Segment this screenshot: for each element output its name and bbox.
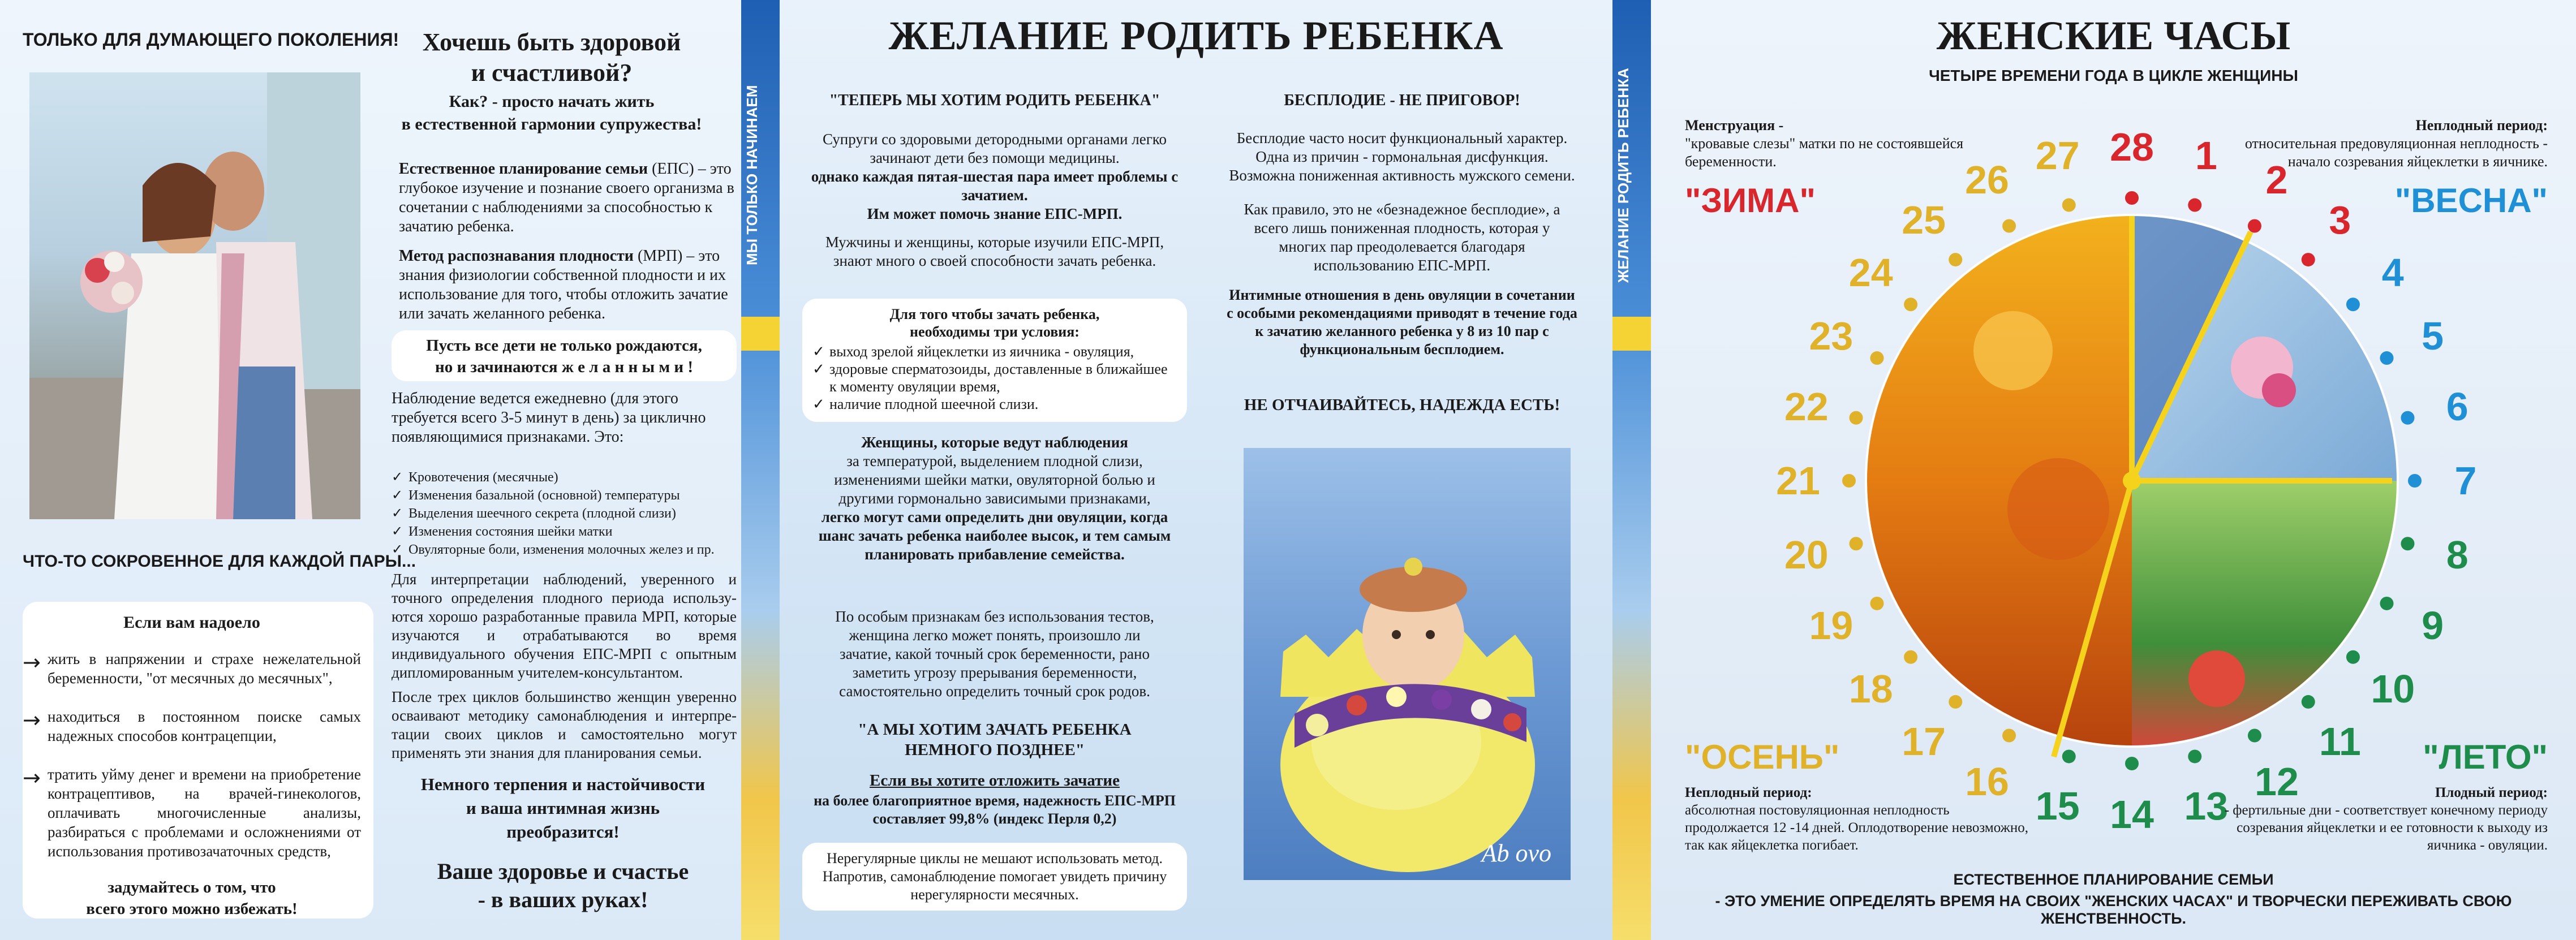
clock-number: 3 bbox=[2329, 197, 2351, 242]
clock-dot bbox=[1870, 597, 1884, 610]
later-line1: "А МЫ ХОТИМ ЗАЧАТЬ РЕБЕНКА bbox=[858, 721, 1132, 739]
clock-dot bbox=[2188, 199, 2201, 212]
clock-dot bbox=[2401, 537, 2414, 550]
clock-number: 21 bbox=[1776, 459, 1820, 503]
clock-dot bbox=[2002, 728, 2016, 742]
after-cycles-text: После трех циклов большинство женщин уверенно осваивают методику самонаблюдения и интерпре-тации своих циклов и самостоятельно могут применять эти знания для планирования семьи. bbox=[392, 688, 737, 761]
mrp-term: Метод распознавания плодности bbox=[399, 247, 634, 265]
tired-card bbox=[23, 602, 373, 919]
panel3-title: ЖЕНСКИЕ ЧАСЫ bbox=[1936, 13, 2291, 58]
summer-label: "ЛЕТО" bbox=[2423, 738, 2548, 776]
side-strip-1 bbox=[741, 0, 780, 940]
winter-label: "ЗИМА" bbox=[1685, 182, 1816, 219]
eps-abbr: (ЕПС) bbox=[648, 160, 694, 178]
mrp-definition bbox=[399, 247, 738, 324]
clock-dot bbox=[2062, 199, 2076, 212]
clock-number: 24 bbox=[1848, 251, 1893, 295]
panel-healthy-life bbox=[0, 0, 741, 940]
couple-photo bbox=[29, 72, 360, 519]
think-line1: задумайтесь о том, что bbox=[107, 878, 276, 896]
interpretation-text: Для интерпретации наблюдений, уверенного и точного определения плодного периода использу-ются хорошо разработанные правила МРП, которые изучаются и отрабатываются во время индивидуального обучения ЕПС-МРП с опытным дипломированным учителем-консультантом. bbox=[392, 571, 737, 681]
clock-number: 15 bbox=[2035, 784, 2080, 829]
panel1-title-line2: и счастливой? bbox=[471, 59, 633, 87]
women-text: за температурой, выделением плодной слизи, изменениями шейки матки, овуляторной болью и другими гормонально зависимыми признаками, bbox=[834, 452, 1155, 507]
clock-number: 6 bbox=[2446, 384, 2469, 429]
patience-line1: Немного терпения и настойчивости bbox=[420, 774, 706, 794]
clock-number: 19 bbox=[1809, 603, 1853, 648]
clock-number: 28 bbox=[2110, 125, 2154, 169]
early-title: Неплодный период: bbox=[2415, 117, 2548, 133]
women-bold: Женщины, которые ведут наблюдения bbox=[861, 434, 1128, 451]
sign-item: ✓ Изменения базальной (основной) температуры bbox=[392, 486, 737, 505]
clock-number: 18 bbox=[1848, 666, 1893, 711]
conditions-title-2: необходимы три условия: bbox=[910, 324, 1080, 340]
postpone-text: на более благоприятное время, надежность ЕПС-МРП составляет 99,8% (индекс Перля 0,2) bbox=[814, 792, 1176, 827]
couples-paragraph bbox=[808, 130, 1181, 223]
panel-womens-clock bbox=[1651, 0, 2576, 940]
signs-list bbox=[392, 468, 737, 559]
clock-dot bbox=[2401, 411, 2414, 425]
mrp-text: – это знания физиологии собственной плодности и их использование для того, чтобы отложить зачатие или зачать желанного ребенка. bbox=[399, 247, 728, 322]
clock-dot bbox=[2302, 253, 2315, 266]
clock-number: 27 bbox=[2035, 133, 2080, 178]
sign-item: ✓ Изменения состояния шейки матки bbox=[392, 523, 737, 541]
sign-item: ✓ Овуляторные боли, изменения молочных желез и пр. bbox=[392, 541, 737, 559]
fertile-note bbox=[2208, 784, 2548, 854]
clock-dot bbox=[2302, 695, 2315, 709]
clock-number: 23 bbox=[1809, 314, 1853, 358]
strip1-text: МЫ ТОЛЬКО НАЧИНАЕМ bbox=[743, 85, 760, 266]
men-women-text: Мужчины и женщины, которые изучили ЕПС-МРП, знают много о своей способности зачать ребенка. bbox=[825, 234, 1164, 269]
health-line2: - в ваших руках! bbox=[478, 887, 648, 912]
conditions-card bbox=[802, 299, 1187, 422]
special-signs-text: По особым признакам без использования тестов, женщина легко может понять, произошло ли зачатие, какой точный срок беременности, рано заметить угрозу прерывания беременности, самостоятельно определить точный срок родов. bbox=[835, 608, 1154, 700]
infertility-text-1: Бесплодие часто носит функциональный характер. Одна из причин - гормональная дисфункция. Возможна пониженная активность мужского семени. bbox=[1229, 130, 1575, 184]
spring-label: "ВЕСНА" bbox=[2394, 182, 2548, 219]
strip2-text: ЖЕЛАНИЕ РОДИТЬ РЕБЕНКА bbox=[1615, 68, 1632, 283]
conditions-title-1: Для того чтобы зачать ребенка, bbox=[889, 306, 1100, 322]
clock-dot bbox=[1904, 297, 1917, 311]
panel1-top-heading: ТОЛЬКО ДЛЯ ДУМАЮЩЕГО ПОКОЛЕНИЯ! bbox=[23, 29, 399, 50]
infertility-heading: БЕСПЛОДИЕ - НЕ ПРИГОВОР! bbox=[1284, 92, 1520, 109]
clock-number: 11 bbox=[2319, 719, 2361, 764]
footer-line1: ЕСТЕСТВЕННОЕ ПЛАНИРОВАНИЕ СЕМЬИ bbox=[1953, 871, 2274, 888]
photo-signature: Ab ovo bbox=[1481, 839, 1551, 867]
fertile-text: - фертильные дни - соответствует конечному периоду созревания яйцеклетки и ее готовности к выходу из яичника - овуляции. bbox=[2224, 803, 2548, 853]
clock-dot bbox=[2408, 474, 2422, 488]
clock-dot bbox=[2062, 749, 2076, 763]
clock-number: 4 bbox=[2381, 251, 2404, 295]
clock-number: 17 bbox=[1902, 719, 1946, 764]
footer-line2: - ЭТО УМЕНИЕ ОПРЕДЕЛЯТЬ ВРЕМЯ НА СВОИХ "ЖЕНСКИХ ЧАСАХ" И ТВОРЧЕСКИ ПЕРЕЖИВАТЬ СВОЮ ЖЕНСТВЕННОСТЬ. bbox=[1715, 892, 2512, 927]
menstr-title: Менструация - bbox=[1685, 117, 1784, 133]
clock-number: 26 bbox=[1965, 158, 2009, 202]
condition-item: ✓ здоровые сперматозоиды, доставленные в ближайшее к моменту овуляции время, bbox=[812, 360, 1177, 395]
sign-item: ✓ Кровотечения (месячные) bbox=[392, 468, 737, 486]
clock-number: 1 bbox=[2195, 133, 2217, 178]
eps-definition bbox=[399, 159, 738, 236]
later-line2: НЕМНОГО ПОЗДНЕЕ" bbox=[905, 741, 1085, 759]
couples-text-a: Супруги со здоровыми детородными органами легко зачинают дети без помощи медицины. bbox=[822, 131, 1167, 166]
panel2-title: ЖЕЛАНИЕ РОДИТЬ РЕБЕНКА bbox=[888, 13, 1504, 58]
observation-text: Наблюдение ведется ежедневно (для этого требуется всего 3-5 минут в день) за циклично появляющимися признаками. Это: bbox=[392, 390, 706, 446]
baby-egg-photo bbox=[1244, 448, 1571, 880]
clock-dot bbox=[1842, 474, 1856, 488]
tired-item: → находиться в постоянном поиске самых надежных способов контрацепции, bbox=[23, 707, 361, 745]
clock-number: 12 bbox=[2255, 759, 2299, 804]
tired-item: → жить в напряжении и страхе нежелательной беременности, "от месячных до месячных", bbox=[23, 649, 361, 688]
clock-number: 16 bbox=[1965, 759, 2009, 804]
patience-line2: и ваша интимная жизнь bbox=[466, 798, 660, 818]
think-line2: всего этого можно избежать! bbox=[86, 900, 298, 918]
left-heading: "ТЕПЕРЬ МЫ ХОТИМ РОДИТЬ РЕБЕНКА" bbox=[829, 92, 1160, 109]
wanted-children-callout bbox=[392, 330, 737, 381]
tired-title: Если вам надоело bbox=[123, 613, 260, 632]
clock-number: 5 bbox=[2422, 314, 2444, 358]
panel-wish-child bbox=[780, 0, 1612, 940]
strip1-yellow-band bbox=[741, 317, 780, 351]
autumn-label: "ОСЕНЬ" bbox=[1685, 738, 1840, 776]
tired-item: → тратить уйму денег и времени на приобретение контрацептивов, на врачей-гинекологов, оплачивать многочисленные анализы, разбираться с проблемами и осложнениями от использования противозачаточных средств, bbox=[23, 765, 361, 861]
clock-dot bbox=[1904, 650, 1917, 664]
fertile-title: Плодный период: bbox=[2435, 785, 2548, 800]
panel1-title-line1: Хочешь быть здоровой bbox=[422, 28, 681, 56]
menstr-text: "кровавые слезы" матки по не состоявшейся беременности. bbox=[1685, 135, 1964, 170]
sign-item: ✓ Выделения шеечного секрета (плодной слизи) bbox=[392, 505, 737, 523]
late-text: абсолютная постовуляционная неплодность продолжается 12 -14 дней. Оплодотворение невозможно, так как яйцеклетка погибает. bbox=[1685, 803, 2029, 853]
hope-text: НЕ ОТЧАИВАЙТЕСЬ, НАДЕЖДА ЕСТЬ! bbox=[1244, 396, 1560, 414]
clock-dot bbox=[2380, 597, 2393, 610]
eps-text: – это глубокое изучение и познание своего организма в сочетании с наблюдениями за способностью к зачатию ребенка. bbox=[399, 160, 734, 235]
clock-number: 9 bbox=[2422, 603, 2444, 648]
infertility-text-3: Интимные отношения в день овуляции в сочетании с особыми рекомендациями приводят в течение года к зачатию желанного ребенка у 8 из 10 пар с функциональным бесплодием. bbox=[1227, 287, 1577, 357]
secret-heading: ЧТО-ТО СОКРОВЕННОЕ ДЛЯ КАЖДОЙ ПАРЫ... bbox=[23, 552, 416, 571]
clock-dot bbox=[2002, 219, 2016, 233]
condition-item: ✓ выход зрелой яйцеклетки из яичника - овуляция, bbox=[812, 343, 1177, 360]
early-text: относительная предовуляционная неплодность - начало созревания яйцеклетки в яичнике. bbox=[2244, 135, 2548, 170]
mrp-abbr: (МРП) bbox=[633, 247, 683, 265]
irregular-card: Нерегулярные циклы не мешают использовать метод. Напротив, самонаблюдение помогает увидеть причину нерегулярности месячных. bbox=[802, 843, 1187, 911]
late-infertile-note bbox=[1685, 784, 2036, 854]
clock-center bbox=[2123, 472, 2141, 490]
clock-number: 14 bbox=[2110, 792, 2154, 836]
clock-dot bbox=[2248, 728, 2261, 742]
conditions-list bbox=[812, 343, 1177, 413]
intro-line1: Как? - просто начать жить bbox=[449, 92, 655, 111]
clock-number: 22 bbox=[1784, 384, 1829, 429]
eps-term: Естественное планирование семьи bbox=[399, 160, 648, 178]
callout-line2: но и зачинаются ж е л а н н ы м и ! bbox=[435, 358, 693, 376]
clock-number: 13 bbox=[2184, 784, 2229, 829]
callout-line1: Пусть все дети не только рождаются, bbox=[426, 337, 702, 355]
clock-dot bbox=[1850, 411, 1863, 425]
side-strip-2 bbox=[1612, 0, 1651, 940]
clock-dot bbox=[1949, 695, 1962, 709]
clock-number: 7 bbox=[2454, 459, 2477, 503]
women-observe-text bbox=[808, 433, 1181, 564]
women-bold2: легко могут сами определить дни овуляции, когда шанс зачать ребенка наиболее высок, и тем самым планировать прибавление семейства. bbox=[818, 508, 1171, 563]
postpone-title: Если вы хотите отложить зачатие bbox=[869, 771, 1120, 790]
clock-dot bbox=[1870, 351, 1884, 365]
clock-dot bbox=[2248, 219, 2261, 233]
strip2-yellow-band bbox=[1612, 317, 1651, 351]
clock-number: 20 bbox=[1784, 533, 1829, 577]
infertility-text-2: Как правило, это не «безнадежное бесплодие», а всего лишь пониженная плодность, которая у многих пар преодолевается благодаря использованию ЕПС-МРП. bbox=[1244, 201, 1560, 274]
clock-dot bbox=[1850, 537, 1863, 550]
clock-number: 8 bbox=[2446, 533, 2469, 577]
clock-dot bbox=[2380, 351, 2393, 365]
clock-number: 25 bbox=[1902, 197, 1946, 242]
clock-dot bbox=[2346, 297, 2360, 311]
clock-number: 10 bbox=[2371, 666, 2415, 711]
summer-sector bbox=[2132, 481, 2403, 752]
late-title: Неплодный период: bbox=[1685, 785, 1812, 800]
condition-item: ✓ наличие плодной шеечной слизи. bbox=[812, 395, 1177, 413]
clock-number: 2 bbox=[2265, 158, 2288, 202]
clock-dot bbox=[2125, 191, 2139, 205]
clock-dot bbox=[2125, 757, 2139, 770]
health-line1: Ваше здоровье и счастье bbox=[437, 859, 689, 884]
clock-dot bbox=[1949, 253, 1962, 266]
tired-list bbox=[23, 649, 361, 861]
panel3-subtitle: ЧЕТЫРЕ ВРЕМЕНИ ГОДА В ЦИКЛЕ ЖЕНЩИНЫ bbox=[1929, 67, 2298, 84]
clock-dot bbox=[2188, 749, 2201, 763]
intro-line2: в естественной гармонии супружества! bbox=[401, 115, 702, 133]
clock-dot bbox=[2346, 650, 2360, 664]
couples-text-c: Им может помочь знание ЕПС-МРП. bbox=[867, 205, 1123, 222]
patience-line3: преобразится! bbox=[506, 822, 620, 842]
couples-text-b: однако каждая пятая-шестая пара имеет проблемы с зачатием. bbox=[811, 168, 1179, 204]
